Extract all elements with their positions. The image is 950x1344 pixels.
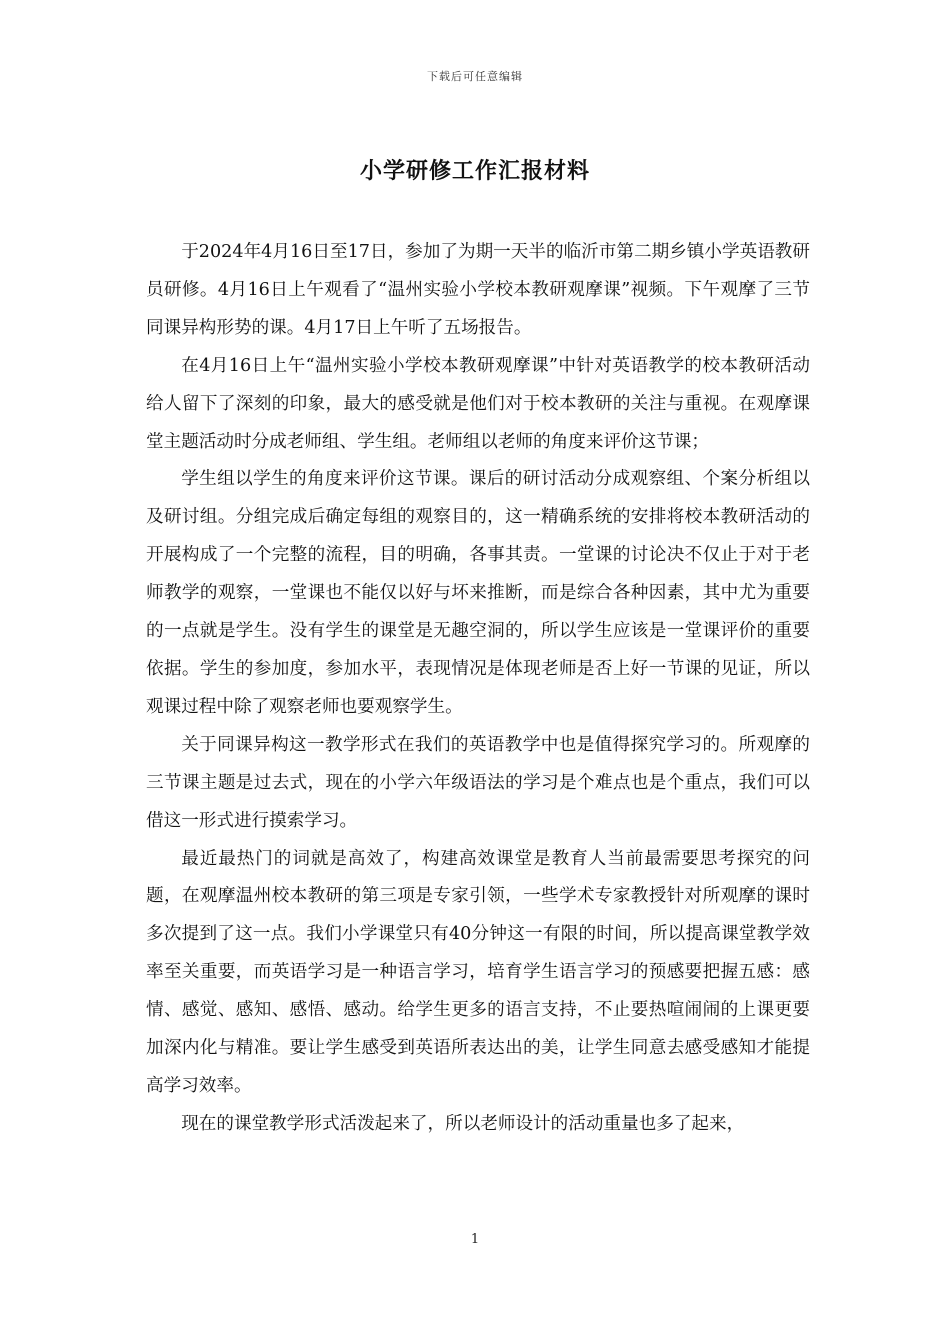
- paragraph: 关于同课异构这一教学形式在我们的英语教学中也是值得探究学习的。所观摩的三节课主题是过去式，现在的小学六年级语法的学习是个难点也是个重点，我们可以借这一形式进行摸索学习。: [146, 734, 810, 831]
- document-body: [146, 234, 810, 1144]
- paragraph: 最近最热门的词就是高效了，构建高效课堂是教育人当前最需要思考探究的问题，在观摩温州校本教研的第三项是专家引领，一些学术专家教授针对所观摩的课时多次提到了这一点。我们小学课堂只有40分钟这一有限的时间，所以提高课堂教学效率至关重要，而英语学习是一种语言学习，培育学生语言学习的预感要把握五感：感情、感觉、感知、感悟、感动。给学生更多的语言支持，不止要热喧闹闹的上课更要加深内化与精准。要让学生感受到英语所表达出的美，让学生同意去感受感知才能提高学习效率。: [146, 848, 810, 1096]
- paragraph: 于2024年4月16日至17日，参加了为期一天半的临沂市第二期乡镇小学英语教研员研修。4月16日上午观看了“温州实验小学校本教研观摩课”视频。下午观摩了三节同课异构形势的课。4月17日上午听了五场报告。: [146, 242, 810, 338]
- header-note: 下载后可任意编辑: [427, 70, 523, 83]
- paragraph: 现在的课堂教学形式活泼起来了，所以老师设计的活动重量也多了起来，: [181, 1113, 745, 1134]
- paragraph: 在4月16日上午“温州实验小学校本教研观摩课”中针对英语教学的校本教研活动给人留下了深刻的印象，最大的感受就是他们对于校本教研的关注与重视。在观摩课堂主题活动时分成老师组、学生组。老师组以老师的角度来评价这节课；: [146, 355, 810, 452]
- paragraph: 学生组以学生的角度来评价这节课。课后的研讨活动分成观察组、个案分析组以及研讨组。分组完成后确定每组的观察目的，这一精确系统的安排将校本教研活动的开展构成了一个完整的流程，目的明确，各事其责。一堂课的讨论决不仅止于对于老师教学的观察，一堂课也不能仅以好与坏来推断，而是综合各种因素，其中尤为重要的一点就是学生。没有学生的课堂是无趣空洞的，所以学生应该是一堂课评价的重要依据。学生的参加度，参加水平，表现情况是体现老师是否上好一节课的见证，所以观课过程中除了观察老师也要观察学生。: [146, 469, 810, 717]
- page-number: 1: [470, 1232, 480, 1247]
- document-title: 小学研修工作汇报材料: [359, 158, 590, 184]
